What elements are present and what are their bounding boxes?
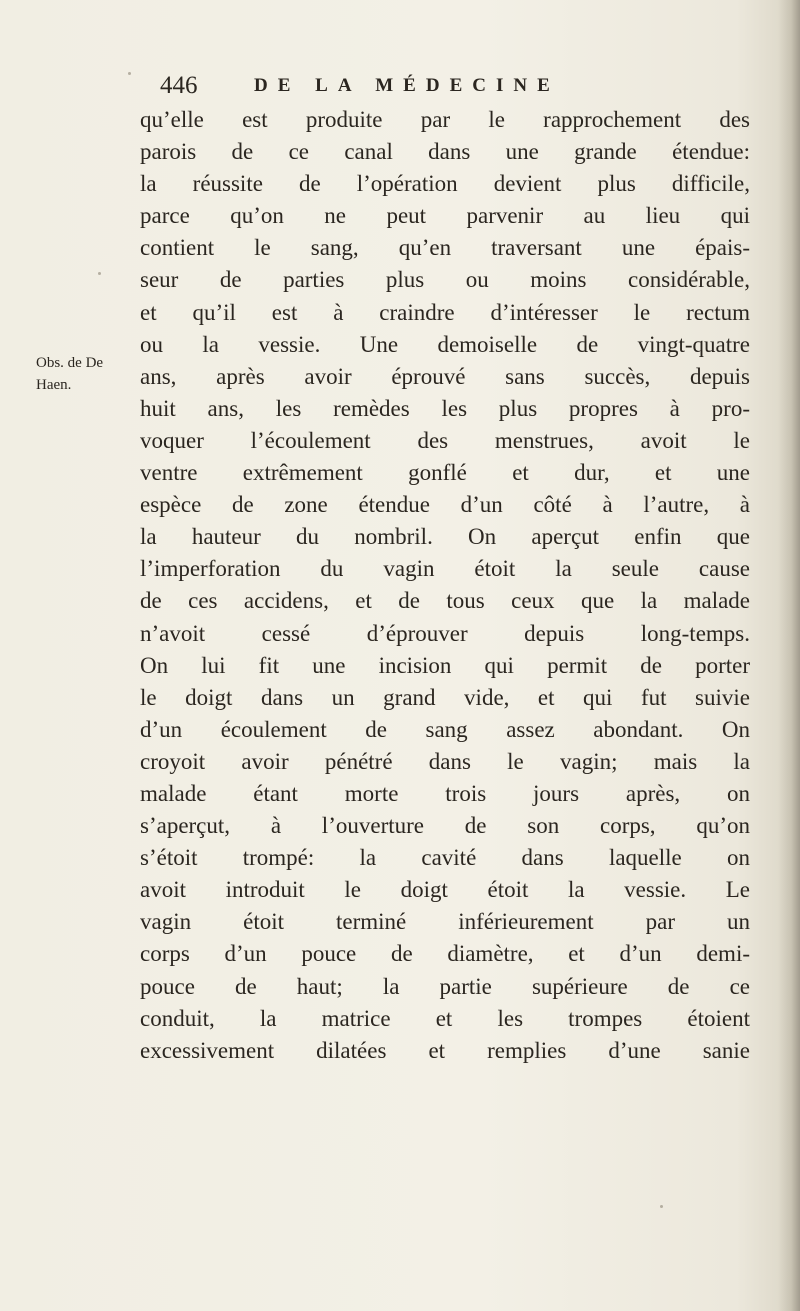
running-head: DE LA MÉDECINE [254,75,560,96]
text-line: malade étant morte trois jours après, on [140,780,750,806]
paper-speck [98,272,101,275]
text-line: avoit introduit le doigt étoit la vessie. Le [140,877,750,903]
paper-speck [128,72,131,75]
text-line: d’un écoulement de sang assez abondant. On [140,716,750,742]
paper-speck [660,1205,663,1208]
text-line: corps d’un pouce de diamètre, et d’un demi- [140,941,750,967]
text-line: qu’elle est produite par le rapprochement des [140,107,750,132]
text-line: espèce de zone étendue d’un côté à l’autre, à [140,492,750,518]
text-line: ventre extrêmement gonflé et dur, et une [140,460,750,486]
text-line: parce qu’on ne peut parvenir au lieu qui [140,203,750,229]
text-line: le doigt dans un grand vide, et qui fut suivie [140,684,750,710]
text-line: On lui fit une incision qui permit de porter [140,652,750,678]
page-number: 446 [160,72,198,99]
text-line: n’avoit cessé d’éprouver depuis long-temps. [140,620,750,646]
margin-note [36,352,103,396]
page-edge-shadow [778,0,800,1311]
text-line: excessivement dilatées et remplies d’une sanie [140,1037,750,1063]
text-line: contient le sang, qu’en traversant une épais- [140,235,750,261]
text-line: vagin étoit terminé inférieurement par un [140,909,750,935]
text-line: voquer l’écoulement des menstrues, avoit le [140,427,750,453]
text-line: s’aperçut, à l’ouverture de son corps, qu’on [140,813,750,839]
text-line: seur de parties plus ou moins considérable, [140,267,750,293]
text-line: la réussite de l’opération devient plus difficile, [140,171,750,197]
page-header [160,72,680,106]
text-line: de ces accidens, et de tous ceux que la malade [140,588,750,614]
text-line: la hauteur du nombril. On aperçut enfin que [140,524,750,550]
text-line: croyoit avoir pénétré dans le vagin; mais la [140,748,750,774]
text-line: s’étoit trompé: la cavité dans laquelle on [140,845,750,871]
text-line: parois de ce canal dans une grande étendue: [140,139,750,165]
margin-note-line: Obs. de De [36,355,104,371]
text-line: conduit, la matrice et les trompes étoient [140,1005,750,1031]
text-line: l’imperforation du vagin étoit la seule cause [140,556,750,582]
text-line: pouce de haut; la partie supérieure de ce [140,973,750,999]
text-line: huit ans, les remèdes les plus propres à pro- [140,395,750,421]
text-line: et qu’il est à craindre d’intéresser le rectum [140,299,750,325]
text-line: ans, après avoir éprouvé sans succès, depuis [140,363,750,389]
body-text [140,104,750,1067]
text-line: ou la vessie. Une demoiselle de vingt-quatre [140,331,750,357]
margin-note-line: Haen. [36,377,72,393]
